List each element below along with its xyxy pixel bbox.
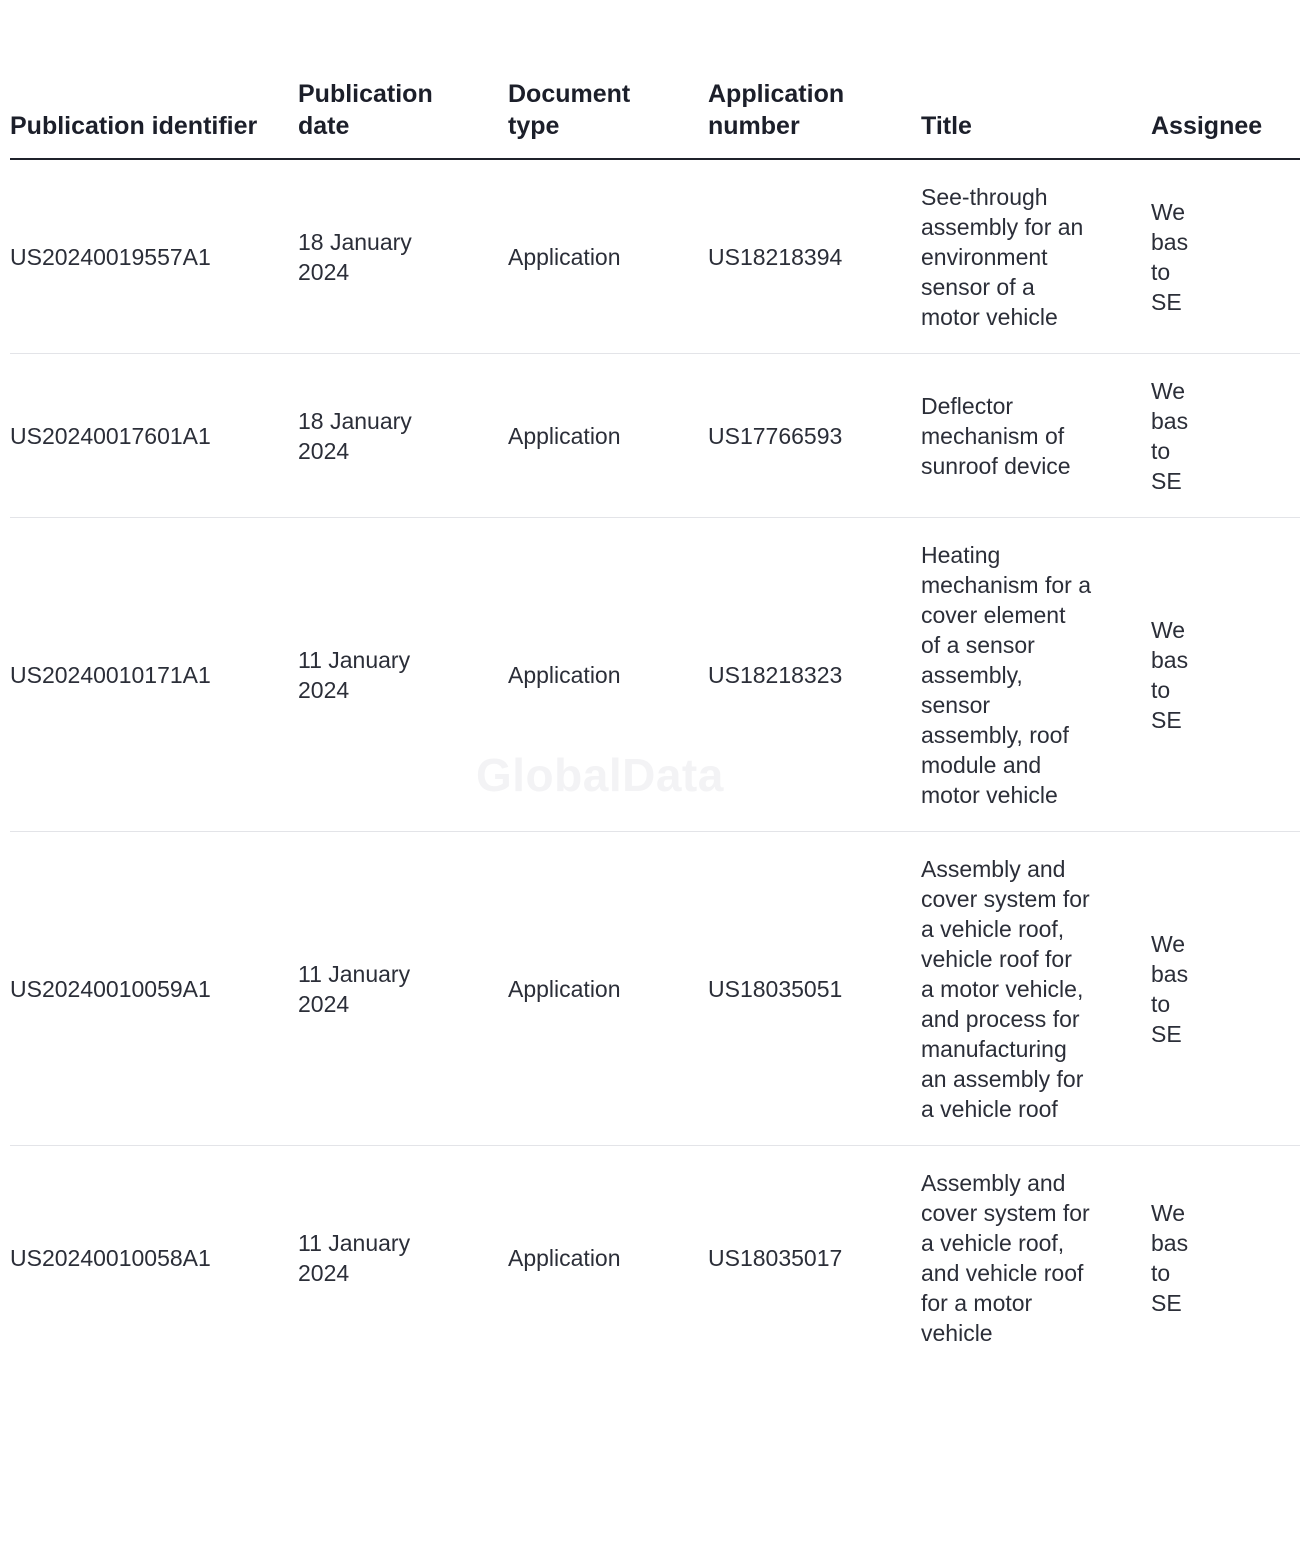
cell-publication-date (298, 832, 508, 1146)
cell-publication-identifier: US20240010059A1 (10, 832, 298, 1146)
cell-title: Assembly and cover system for a vehicle roof, and vehicle roof for a motor vehicle (921, 1170, 1090, 1346)
table-row (10, 518, 1300, 832)
cell-publication-date (298, 1146, 508, 1370)
cell-document-type: Application (508, 354, 708, 518)
patent-table (10, 78, 1300, 1369)
cell-publication-identifier: US20240010058A1 (10, 1245, 211, 1271)
assignee-text: Webasto SE (1151, 199, 1189, 315)
column-header-label: Publication date (298, 80, 433, 140)
header-row (10, 78, 1300, 159)
cell-publication-date (298, 354, 508, 518)
publication-date-text: 11 January 2024 (298, 1230, 411, 1286)
cell-document-type: Application (508, 1245, 621, 1271)
patent-table-container[interactable] (10, 78, 1263, 1369)
cell-publication-identifier: US20240017601A1 (10, 354, 298, 518)
column-header-document-type[interactable] (508, 78, 708, 159)
cell-application-number: US18218323 (708, 518, 921, 832)
cell-assignee (1151, 159, 1300, 354)
cell-publication-identifier: US20240010171A1 (10, 518, 298, 832)
cell-publication-identifier: US20240019557A1 (10, 159, 298, 354)
column-header-assignee[interactable] (1151, 78, 1300, 159)
assignee-text: Webasto SE (1151, 931, 1189, 1047)
column-header-label: Publication identifier (10, 112, 258, 140)
watermark: GlobalData (476, 749, 724, 801)
table-row (10, 1146, 1300, 1370)
table-row (10, 354, 1300, 518)
cell-title: Heating mechanism for a cover element of a sensor assembly, sensor assembly, roof module and motor vehicle (921, 518, 1151, 832)
assignee-text: Webasto SE (1151, 1200, 1189, 1316)
column-header-label: Assignee (1151, 112, 1263, 140)
publication-date-text: 11 January 2024 (298, 961, 411, 1017)
cell-assignee (1151, 518, 1300, 832)
column-header-publication-date[interactable] (298, 78, 508, 159)
cell-title: Deflector mechanism of sunroof device (921, 354, 1151, 518)
cell-document-type: Application (508, 518, 708, 832)
cell-assignee (1151, 1146, 1300, 1370)
cell-application-number: US17766593 (708, 354, 921, 518)
cell-application-number: US18035017 (708, 1245, 843, 1271)
table-row (10, 832, 1300, 1146)
publication-date-text: 18 January 2024 (298, 229, 412, 285)
column-header-label: Document type (508, 80, 631, 140)
assignee-text: Webasto SE (1151, 617, 1189, 733)
publication-date-text: 18 January 2024 (298, 408, 412, 464)
column-header-label: Application number (708, 80, 845, 140)
assignee-text: Webasto SE (1151, 378, 1189, 494)
table-body (10, 159, 1300, 1369)
table-header (10, 78, 1300, 159)
table-row (10, 159, 1300, 354)
cell-publication-date (298, 159, 508, 354)
cell-title: See-through assembly for an environment sensor of a motor vehicle (921, 159, 1151, 354)
cell-document-type: Application (508, 159, 708, 354)
publication-date-text: 11 January 2024 (298, 647, 411, 703)
cell-assignee (1151, 832, 1300, 1146)
cell-assignee (1151, 354, 1300, 518)
column-header-label: Title (921, 112, 972, 140)
cell-document-type: Application (508, 832, 708, 1146)
column-header-publication-identifier[interactable] (10, 78, 298, 159)
column-header-application-number[interactable] (708, 78, 921, 159)
cell-title: Assembly and cover system for a vehicle roof, vehicle roof for a motor vehicle, and process for manufacturing an assembly for a vehicle roof (921, 832, 1151, 1146)
cell-application-number: US18035051 (708, 832, 921, 1146)
cell-application-number: US18218394 (708, 159, 921, 354)
column-header-title[interactable] (921, 78, 1151, 159)
cell-publication-date (298, 518, 508, 832)
